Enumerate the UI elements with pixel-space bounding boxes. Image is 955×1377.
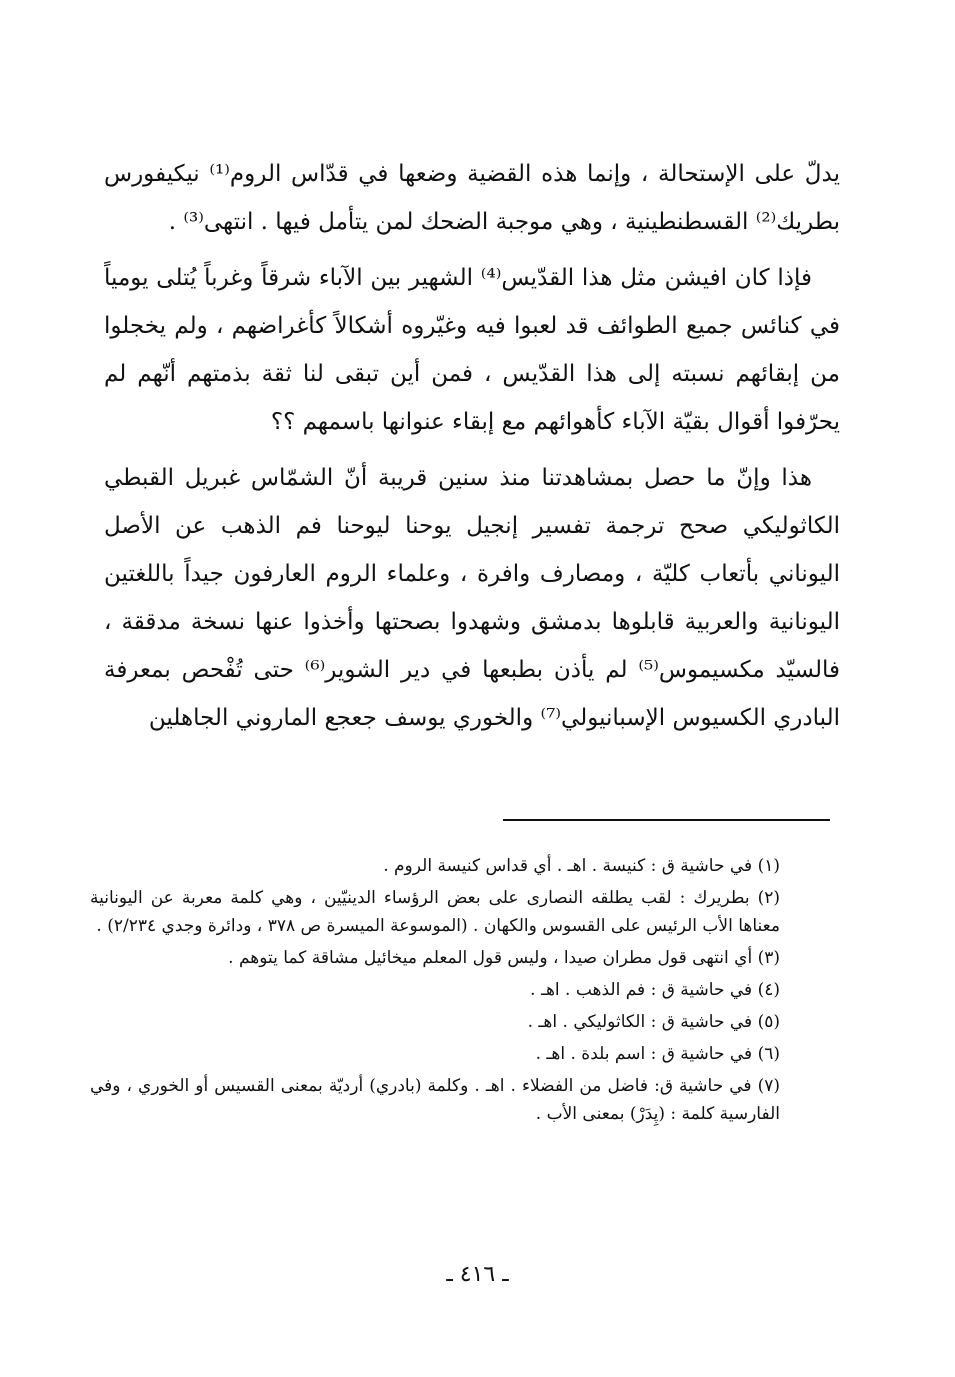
- footnotes: [90, 852, 810, 1128]
- paragraph-2: فإذا كان افيشن مثل هذا القدّيس⁽⁴⁾ الشهير بين الآباء شرقاً وغرباً يُتلى يومياً في كنائس جميع الطوائف قد لعبوا فيه وغيّروه أشكالاً كأغراضهم ، ولم يخجلوا من إبقائهم نسبته إلى هذا القدّيس ، فمن أين تبقى لنا ثقة بذمتهم أنّهم لم يحرّفوا أقوال بقيّة الآباء كأهوائهم مع إبقاء عنوانها باسمهم ؟؟: [104, 265, 840, 435]
- footnote-2: (٢) بطريرك : لقب يطلقه النصارى على بعض الرؤساء الدينيّين ، وهي كلمة معربة عن اليونانية معناها الأب الرئيس على القسوس والكهان . (الموسوعة الميسرة ص ٣٧٨ ، ودائرة وجدي ٢/٢٣٤) .: [90, 888, 780, 936]
- main-text: [104, 150, 840, 742]
- footnote-6: (٦) في حاشية ق : اسم بلدة . اهـ .: [535, 1044, 780, 1064]
- footnote-3: (٣) أي انتهى قول مطران صيدا ، وليس قول المعلم ميخائيل مشاقة كما يتوهم .: [228, 948, 780, 968]
- footnote-4: (٤) في حاشية ق : فم الذهب . اهـ .: [530, 980, 780, 1000]
- footnote-7: (٧) في حاشية ق: فاضل من الفضلاء . اهـ . وكلمة (بادري) أرديّة بمعنى القسيس أو الخوري ، وفي الفارسية كلمة : (پِدَرْ) بمعنى الأب .: [90, 1076, 780, 1124]
- paragraph-3: هذا وإنّ ما حصل بمشاهدتنا منذ سنين قريبة أنّ الشمّاس غبريل القبطي الكاثوليكي صحح ترجمة تفسير إنجيل يوحنا ليوحنا فم الذهب عن الأصل اليوناني بأتعاب كليّة ، ومصارف وافرة ، وعلماء الروم العارفون جيداً باللغتين اليونانية والعربية قابلوها بدمشق وشهدوا بصحتها وأخذوا عنها نسخة مدققة ، فالسيّد مكسيموس⁽⁵⁾ لم يأذن بطبعها في دير الشوير⁽⁶⁾ حتى تُفْحص بمعرفة البادري الكسيوس الإسبانيولي⁽⁷⁾ والخوري يوسف جعجع الماروني الجاهلين: [104, 465, 841, 731]
- footnote-5: (٥) في حاشية ق : الكاثوليكي . اهـ .: [527, 1012, 780, 1032]
- footnote-1: (١) في حاشية ق : كنيسة . اهـ . أي قداس كنيسة الروم .: [383, 856, 780, 876]
- paragraph-1: يدلّ على الإستحالة ، وإنما هذه القضية وضعها في قدّاس الروم⁽¹⁾ نيكيفورس بطريك⁽²⁾ القسطنطينية ، وهي موجبة الضحك لمن يتأمل فيها . انتهى⁽³⁾ .: [104, 161, 840, 235]
- page-number: ـ ٤١٦ ـ: [446, 1262, 509, 1287]
- footnote-separator: [503, 819, 830, 821]
